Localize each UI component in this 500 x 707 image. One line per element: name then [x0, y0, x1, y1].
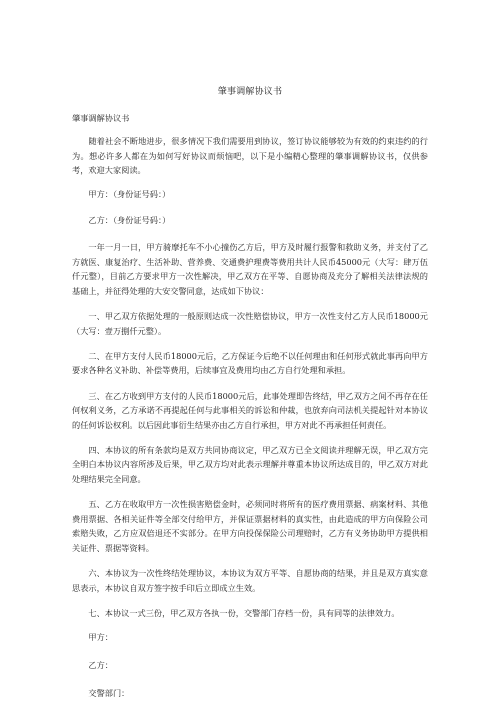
document-title: 肇事调解协议书	[217, 87, 283, 97]
signature-party-b: 乙方：	[88, 659, 113, 670]
signature-traffic-police: 交警部门：	[88, 687, 130, 698]
agreement-paragraph: 二、在甲方支付人民币18000元后，乙方保证今后绝不以任何理由和任何形式就此事再向甲方要求各种名义补助、补偿等费用，后续事宜及费用均由乙方自行处理和承担。	[72, 350, 428, 376]
party-a-line: 甲方：（身份证号码：）	[88, 189, 171, 200]
agreement-paragraph: 六、本协议为一次性终结处理协议，本协议为双方平等、自愿协商的结果，并且是双方真实意思表示，本协议自双方签字按手印后立即成立生效。	[72, 567, 428, 593]
party-b-line: 乙方：（身份证号码：）	[88, 215, 171, 226]
agreement-paragraph: 四、本协议的所有条款均是双方共同协商议定，甲乙双方已全文阅读并理解无误，甲乙双方完全明白本协议内容所涉及后果，甲乙双方均对此表示理解并尊重本协议所达成目的，甲乙双方对此处理结果完全同意。	[72, 444, 428, 484]
agreement-paragraph: 五、乙方在收取甲方一次性损害赔偿金时，必须同时将所有的医疗费用票据、病案材料、其他费用票据、各相关证件等全部交付给甲方，并保证票据材料的真实性，由此造成的甲方向保险公司索赔失败，乙方应双倍退还不实部分。在甲方向投保保险公司理赔时，乙方有义务协助甲方提供相关证件、票据等资料。	[72, 499, 428, 553]
signature-party-a: 甲方：	[88, 631, 113, 642]
agreement-paragraph: 一、甲乙双方依据处理的一般原则达成一次性赔偿协议，甲方一次性支付乙方人民币18000元（大写：壹万捌仟元整）。	[72, 311, 428, 336]
agreement-paragraph: 七、本协议一式三份，甲乙双方各执一份，交警部门存档一份，具有同等的法律效力。	[88, 607, 400, 618]
document-subtitle: 肇事调解协议书	[72, 113, 130, 123]
agreement-paragraph: 一年一月一日，甲方骑摩托车不小心撞伤乙方后，甲方及时履行报警和救助义务，并支付了乙方就医、康复治疗、生活补助、营养费、交通费护理费等费用共计人民币45000元（大写：肆万伍仟元整），目前乙方要求甲方一次性解决，甲乙双方在平等、自愿协商及充分了解相关法律法规的基础上，并征得处理的大安交警同意，达成如下协议：	[72, 242, 428, 297]
agreement-paragraph: 三、在乙方收到甲方支付的人民币18000元后，此事处理即告终结，甲乙双方之间不再存在任何权利义务，乙方承诺不再提起任何与此事相关的诉讼和仲裁，也放弃向司法机关提起针对本协议的任何诉讼权利。以后因此事衍生结果亦由乙方自行承担，甲方对此不再承担任何责任。	[72, 390, 428, 430]
intro-paragraph: 随着社会不断地进步，很多情况下我们需要用到协议，签订协议能够较为有效的约束违约的行为。想必许多人都在为如何写好协议而烦恼吧，以下是小编精心整理的肇事调解协议书，仅供参考，欢迎大家阅读。	[72, 136, 428, 176]
